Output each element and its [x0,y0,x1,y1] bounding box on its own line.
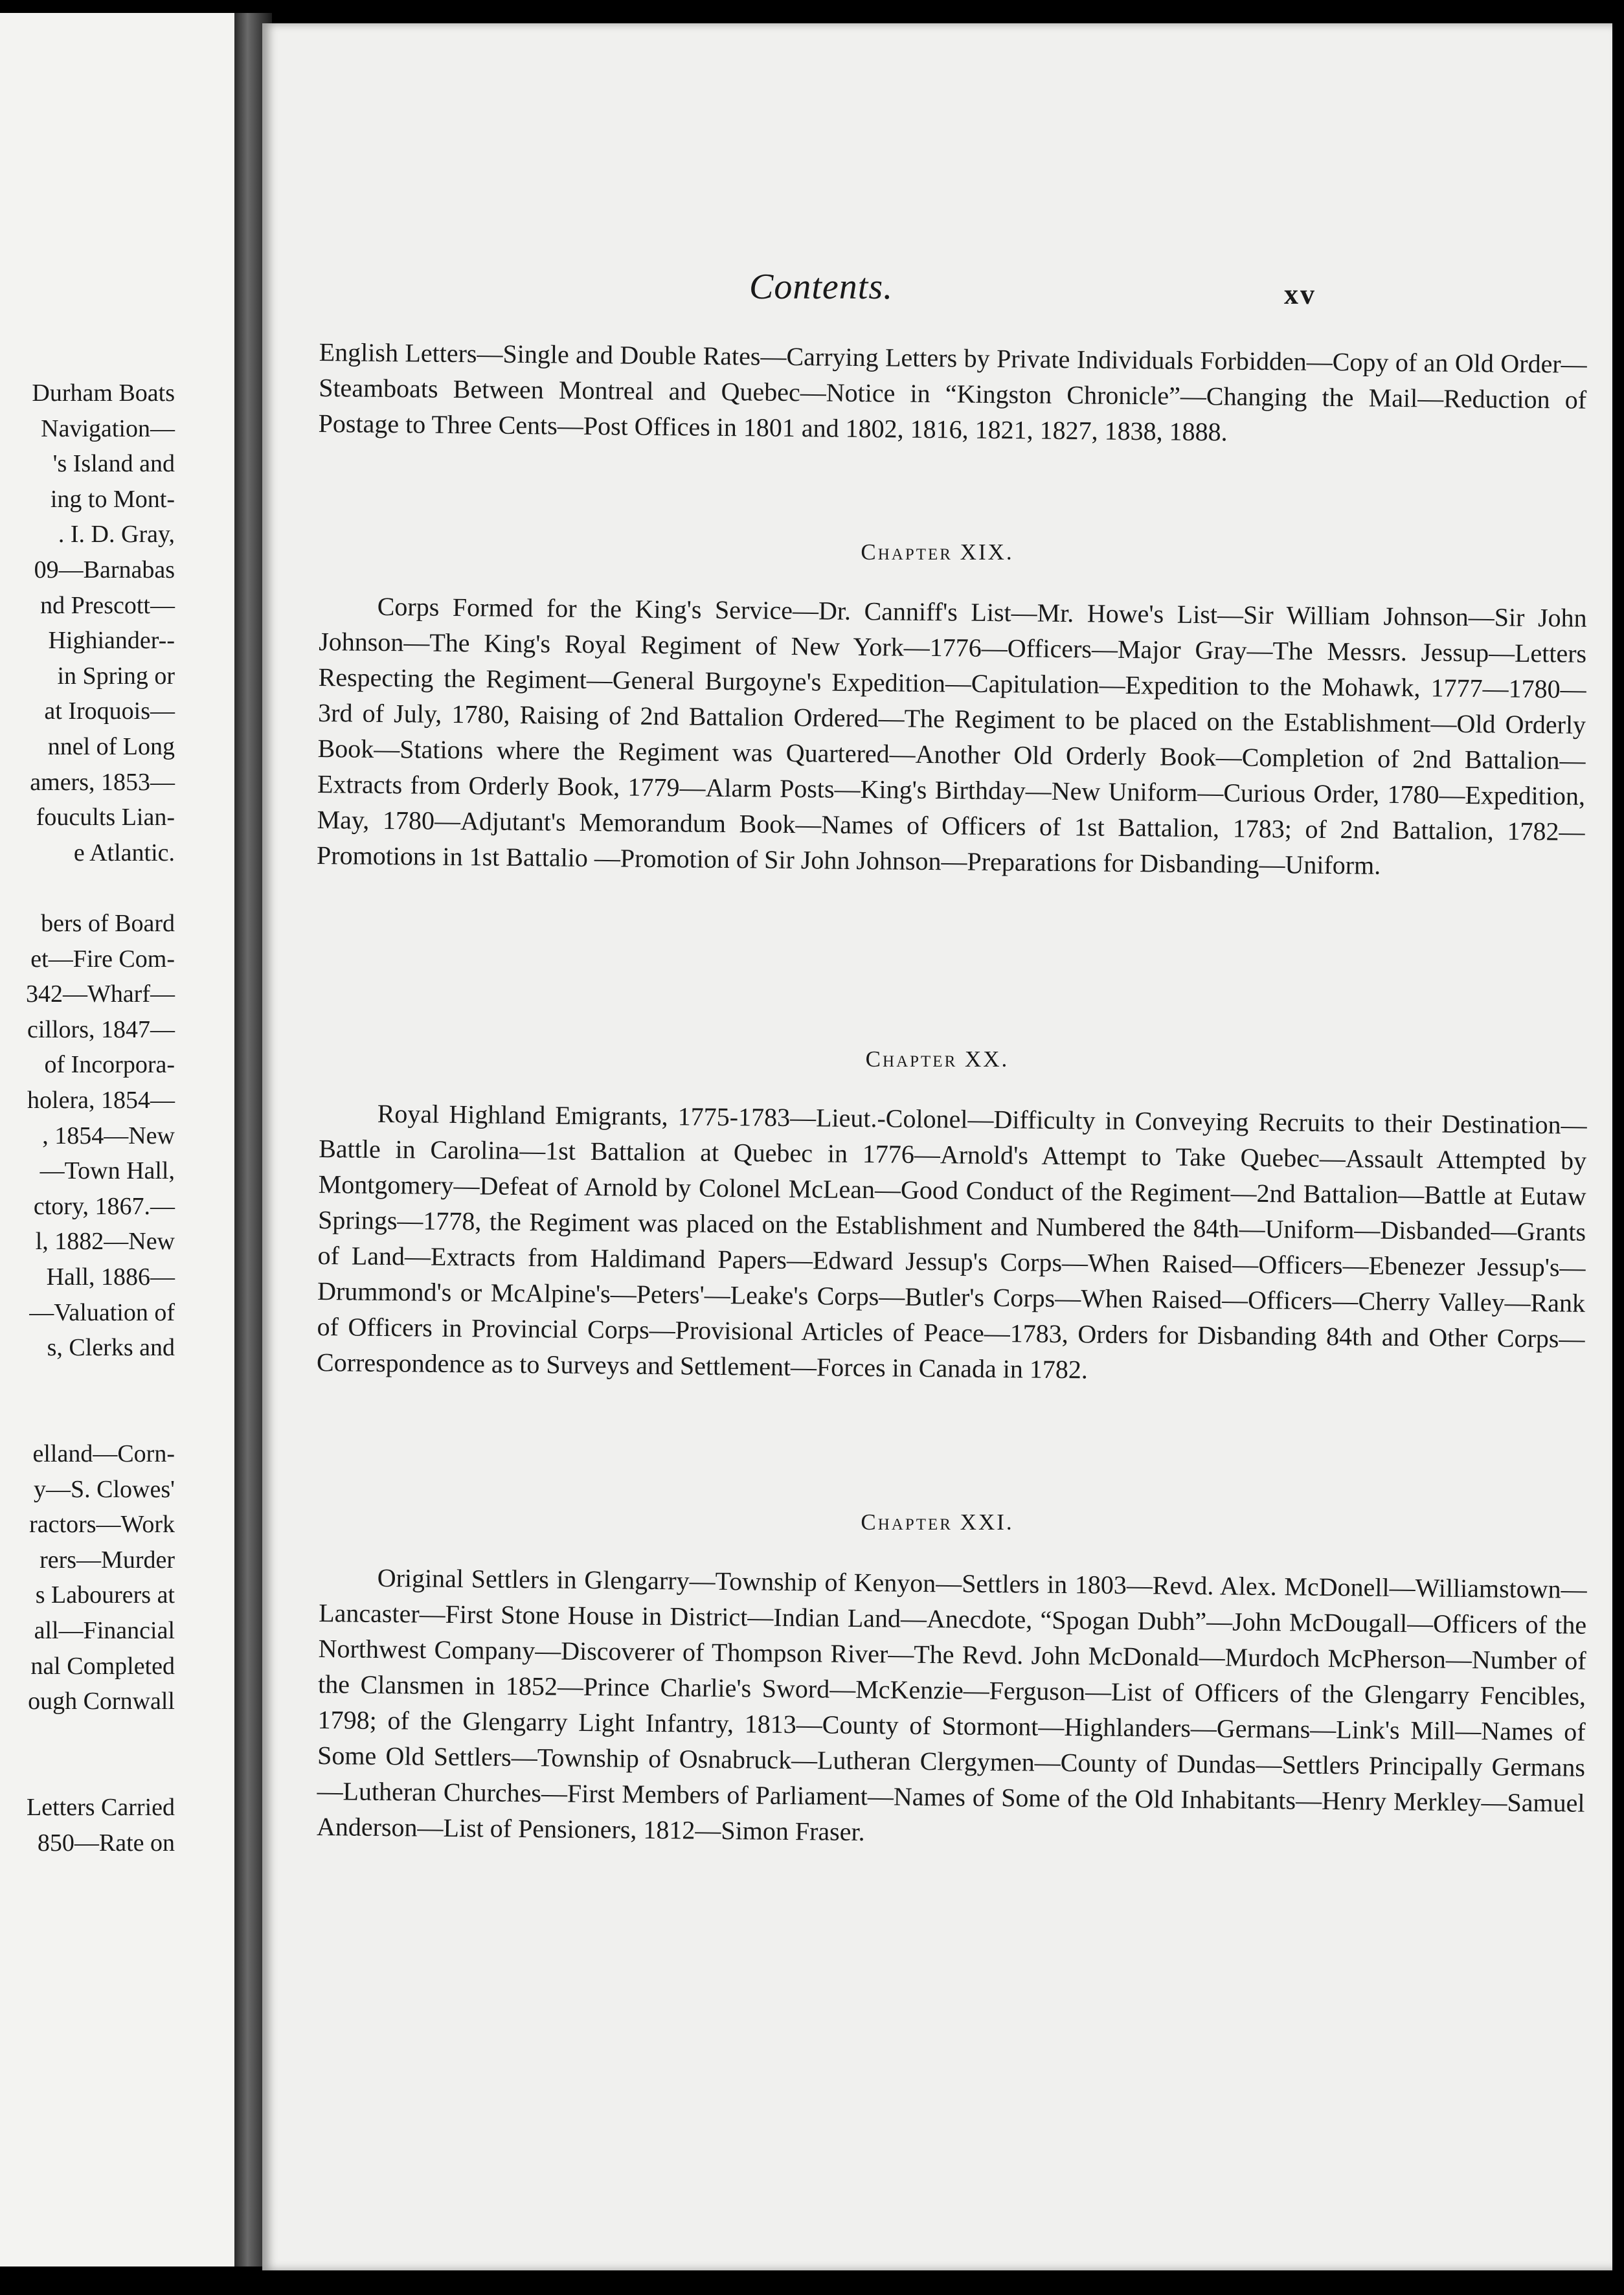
previous-page-line: ctory, 1867.— [33,1192,175,1220]
continuation-entry [318,334,1586,453]
previous-page-line: e Atlantic. [73,839,175,866]
previous-page-line: . I. D. Gray, [58,521,175,548]
previous-page-line: ough Cornwall [28,1688,175,1715]
previous-page-line: elland—Corn- [32,1440,175,1467]
previous-page-line: ractors—Work [29,1511,175,1539]
chapter-text-xx: Royal Highland Emigrants, 1775-1783—Lieut.-Colonel—Difficulty in Conveying Recruits to their Destination—Battle in Carolina—1st Battalion at Quebec in 1776—Arnold's Attempt to Take Quebec—Assault Attempted by Montgomery—Defeat of Arnold by Colonel McLean—Good Conduct of the Regiment—2nd Battalion—Battle at Eutaw Springs—1778, the Regiment was placed on the Establishment and Numbered the 84th—Uniform—Disbanded—Grants of Land—Extracts from Haldimand Papers—Edward Jessup's Corps—When Raised—Officers—Ebenezer Jessup's—Drummond's or McAlpine's—Peters'—Leake's Corps—Butler's Corps—When Raised—Officers—Cherry Valley—Rank of Officers in Provincial Corps—Provisional Articles of Peace—1783, Orders for Disbanding 84th and Other Corps—Correspondence as to Surveys and Settlement—Forces in Canada in 1782. [316,1098,1587,1385]
previous-page-line: of Incorpora- [44,1051,175,1079]
page-number: xv [1284,278,1316,310]
previous-page [0,13,234,2267]
previous-page-line: —Valuation of [29,1298,175,1326]
previous-page-line: Durham Boats [32,379,175,407]
chapter-heading-xx: Chapter XX. [865,1046,1009,1072]
previous-page-line: all—Financial [34,1617,175,1644]
previous-page-line: Navigation— [41,414,175,442]
previous-page-line: Hall, 1886— [46,1263,175,1291]
previous-page-line: Highiander-- [48,627,175,655]
chapter-text-xxi: Original Settlers in Glengarry—Township of Kenyon—Settlers in 1803—Revd. Alex. McDonell—Williamstown—Lancaster—First Stone House in District—Indian Land—Anecdote, “Spogan Dubh”—John McDougall—Officers of the Northwest Company—Discoverer of Thompson River—The Revd. John McDonald—Murdoch McPherson—Number of the Clansmen in 1852—Prince Charlie's Sword—McKenzie—Ferguson—List of Officers of the Glengarry Fencibles, 1798; of the Glengarry Light Infantry, 1813—County of Stormont—Highlanders—Germans—Link's Mill—Names of Some Old Settlers—Township of Osnabruck—Lutheran Clergymen—County of Dundas—Settlers Principally Germans—Lutheran Churches—First Members of Parliament—Names of Some of the Old Inhabitants—Henry Merkley—Samuel Anderson—List of Pensioners, 1812—Simon Fraser. [316,1563,1587,1847]
previous-page-line: nal Completed [30,1652,175,1680]
previous-page-line: in Spring or [57,662,175,690]
previous-page-line: s Labourers at [35,1581,175,1609]
previous-page-line: 342—Wharf— [25,980,175,1008]
running-title: Contents. [749,267,894,307]
previous-page-line: nnel of Long [47,733,175,760]
continuation-text: English Letters—Single and Double Rates—Carrying Letters by Private Individuals Forbidden—Copy of an Old Order—Steamboats Between Montreal and Quebec—Notice in “Kingston Chronicle”—Changing the Mail—Reduction of Postage to Three Cents—Post Offices in 1801 and 1802, 1816, 1821, 1827, 1838, 1888. [318,337,1587,447]
previous-page-line: 's Island and [52,450,175,478]
previous-page-line: y—S. Clowes' [34,1475,175,1503]
chapter-heading-xix: Chapter XIX. [861,539,1014,565]
previous-page-line: —Town Hall, [39,1157,175,1185]
previous-page-line: cillors, 1847— [27,1015,175,1043]
previous-page-line: at Iroquois— [44,697,175,725]
chapter-heading-xxi: Chapter XXI. [861,1509,1014,1535]
chapter-text-xix: Corps Formed for the King's Service—Dr. Canniff's List—Mr. Howe's List—Sir William Johnson—Sir John Johnson—The King's Royal Regiment of New York—1776—Officers—Major Gray—The Messrs. Jessup—Letters Respecting the Regiment—General Burgoyne's Expedition—Capitulation—Expedition to the Mohawk, 1777—1780—3rd of July, 1780, Raising of 2nd Battalion Ordered—The Regiment to be placed on the Establishment—Old Orderly Book—Stations where the Regiment was Quartered—Another Old Orderly Book—Completion of 2nd Battalion—Extracts from Orderly Book, 1779—Alarm Posts—King's Birthday—New Uniform—Curious Order, 1780—Expedition, May, 1780—Adjutant's Memorandum Book—Names of Officers of 1st Battalion, 1783; of 2nd Battalion, 1782—Promotions in 1st Battalio —Promotion of Sir John Johnson—Preparations for Disbanding—Uniform. [316,591,1587,880]
previous-page-line: amers, 1853— [30,768,175,796]
previous-page-line: s, Clerks and [47,1334,175,1362]
previous-page-line: et—Fire Com- [30,945,175,973]
previous-page-line: Letters Carried [27,1794,175,1821]
previous-page-line: , 1854—New [42,1122,175,1149]
previous-page-line: l, 1882—New [35,1228,175,1256]
previous-page-line: nd Prescott— [40,591,175,619]
running-head [262,254,1612,313]
previous-page-line: ing to Mont- [50,485,175,513]
previous-page-line: holera, 1854— [27,1087,175,1114]
chapter-entry-xx [317,1095,1587,1392]
contents-page [262,23,1612,2270]
previous-page-line: rers—Murder [39,1546,175,1574]
previous-page-line: 09—Barnabas [34,556,175,583]
previous-page-line: 850—Rate on [37,1829,175,1857]
previous-page-line: bers of Board [41,910,175,937]
chapter-entry-xxi [317,1559,1587,1857]
chapter-entry-xix [317,588,1587,885]
previous-page-line: foucults Lian- [36,804,175,831]
